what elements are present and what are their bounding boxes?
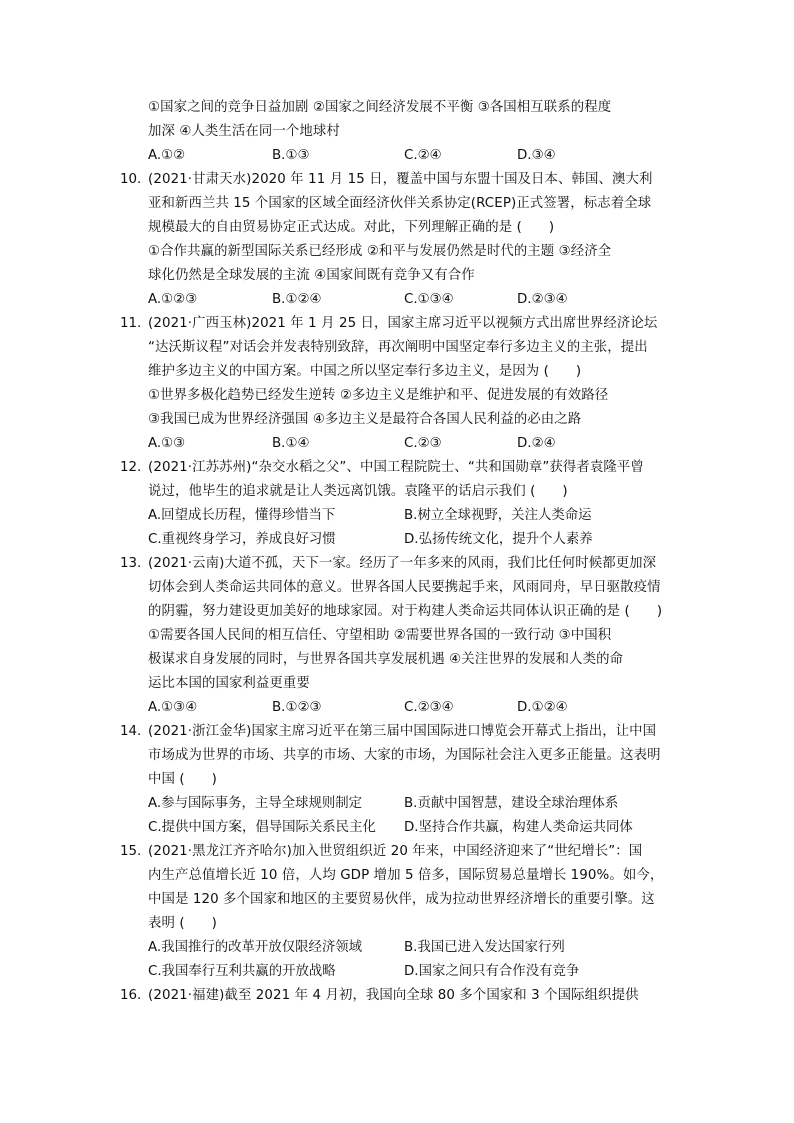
question-text-line: 市场成为世界的市场、共享的市场、大家的市场，为国际社会注入更多正能量。这表明 xyxy=(148,748,661,763)
question-text-line: 运比本国的国家利益更重要 xyxy=(148,676,310,691)
question-number: 14. xyxy=(120,724,142,739)
question-text-line: (2021·福建)截至 2021 年 4 月初，我国向全球 80 多个国家和 3 个国际组织提供 xyxy=(148,988,639,1003)
question-number: 12. xyxy=(120,460,142,475)
option-c: C.提供中国方案，倡导国际关系民主化 xyxy=(148,820,376,835)
option-a: A.①③④ xyxy=(148,700,198,715)
intro-line-1: ①国家之间的竞争日益加剧 ②国家之间经济发展不平衡 ③各国相互联系的程度 xyxy=(148,100,612,115)
question-text-line: (2021·云南)大道不孤，天下一家。经历了一年多来的风雨，我们比任何时候都更加深 xyxy=(148,556,657,571)
question-number: 10. xyxy=(120,172,142,187)
option-d: D.①②④ xyxy=(517,700,568,715)
question-text-line: “达沃斯议程”对话会并发表特别致辞，再次阐明中国坚定奉行多边主义的主张，提出 xyxy=(148,340,648,355)
option-d: D.弘扬传统文化，提升个人素养 xyxy=(404,532,593,547)
question-number: 16. xyxy=(120,988,142,1003)
intro-option-d: D.③④ xyxy=(517,148,556,163)
option-b: B.树立全球视野，关注人类命运 xyxy=(404,508,592,523)
question-number: 13. xyxy=(120,556,142,571)
option-c: C.①③④ xyxy=(404,292,454,307)
question-text-line: 的阴霾，努力建设更加美好的地球家园。对于构建人类命运共同体认识正确的是 ( ) xyxy=(148,604,663,619)
question-number: 15. xyxy=(120,844,142,859)
intro-option-a: A.①② xyxy=(148,148,186,163)
option-c: C.我国奉行互利共赢的开放战略 xyxy=(148,964,336,979)
question-text-line: (2021·甘肃天水)2020 年 11 月 15 日，覆盖中国与东盟十国及日本、韩国、澳大利 xyxy=(148,172,653,187)
question-text-line: 维护多边主义的中国方案。中国之所以坚定奉行多边主义，是因为 ( ) xyxy=(148,364,582,379)
question-text-line: ①需要各国人民间的相互信任、守望相助 ②需要世界各国的一致行动 ③中国积 xyxy=(148,628,612,643)
question-text-line: 极谋求自身发展的同时，与世界各国共享发展机遇 ④关注世界的发展和人类的命 xyxy=(148,652,624,667)
option-c: C.②③④ xyxy=(404,700,454,715)
question-text-line: ①合作共赢的新型国际关系已经形成 ②和平与发展仍然是时代的主题 ③经济全 xyxy=(148,244,612,259)
option-d: D.坚持合作共赢，构建人类命运共同体 xyxy=(404,820,633,835)
option-a: A.①③ xyxy=(148,436,186,451)
question-text-line: 中国 ( ) xyxy=(148,772,217,787)
option-b: B.①④ xyxy=(272,436,310,451)
option-a: A.我国推行的改革开放仅限经济领域 xyxy=(148,940,363,955)
intro-line-2: 加深 ④人类生活在同一个地球村 xyxy=(148,124,340,139)
question-text-line: (2021·黑龙江齐齐哈尔)加入世贸组织近 20 年来，中国经济迎来了“世纪增长”：国 xyxy=(148,844,643,859)
question-text-line: 规模最大的自由贸易协定正式达成。对此，下列理解正确的是 ( ) xyxy=(148,220,555,235)
question-number: 11. xyxy=(120,316,142,331)
question-text-line: (2021·浙江金华)国家主席习近平在第三届中国国际进口博览会开幕式上指出，让中国 xyxy=(148,724,657,739)
option-a: A.回望成长历程，懂得珍惜当下 xyxy=(148,508,336,523)
option-c: C.②③ xyxy=(404,436,442,451)
intro-option-b: B.①③ xyxy=(272,148,310,163)
intro-option-c: C.②④ xyxy=(404,148,442,163)
question-text-line: 亚和新西兰共 15 个国家的区域全面经济伙伴关系协定(RCEP)正式签署，标志着全球 xyxy=(148,196,652,211)
option-a: A.参与国际事务，主导全球规则制定 xyxy=(148,796,363,811)
option-b: B.贡献中国智慧，建设全球治理体系 xyxy=(404,796,619,811)
question-text-line: 说过，他毕生的追求就是让人类远离饥饿。袁隆平的话启示我们 ( ) xyxy=(148,484,568,499)
question-text-line: ③我国已成为世界经济强国 ④多边主义是最符合各国人民利益的必由之路 xyxy=(148,412,582,427)
question-text-line: ①世界多极化趋势已经发生逆转 ②多边主义是维护和平、促进发展的有效路径 xyxy=(148,388,609,403)
question-text-line: 切体会到人类命运共同体的意义。世界各国人民要携起手来，风雨同舟，早日驱散疫情 xyxy=(148,580,661,595)
option-b: B.①②④ xyxy=(272,292,322,307)
option-a: A.①②③ xyxy=(148,292,198,307)
question-text-line: 内生产总值增长近 10 倍，人均 GDP 增加 5 倍多，国际贸易总量增长 190%。如今， xyxy=(148,868,664,883)
option-b: B.我国已进入发达国家行列 xyxy=(404,940,565,955)
question-text-line: (2021·广西玉林)2021 年 1 月 25 日，国家主席习近平以视频方式出席世界经济论坛 xyxy=(148,316,658,331)
option-d: D.②③④ xyxy=(517,292,568,307)
option-b: B.①②③ xyxy=(272,700,322,715)
question-text-line: 表明 ( ) xyxy=(148,916,217,931)
question-text-line: (2021·江苏苏州)“杂交水稻之父”、中国工程院院士、“共和国勋章”获得者袁隆平曾 xyxy=(148,460,644,475)
question-text-line: 球化仍然是全球发展的主流 ④国家间既有竞争又有合作 xyxy=(148,268,475,283)
question-text-line: 中国是 120 多个国家和地区的主要贸易伙伴，成为拉动世界经济增长的重要引擎。这 xyxy=(148,892,655,907)
option-c: C.重视终身学习，养成良好习惯 xyxy=(148,532,336,547)
option-d: D.国家之间只有合作没有竞争 xyxy=(404,964,580,979)
option-d: D.②④ xyxy=(517,436,556,451)
